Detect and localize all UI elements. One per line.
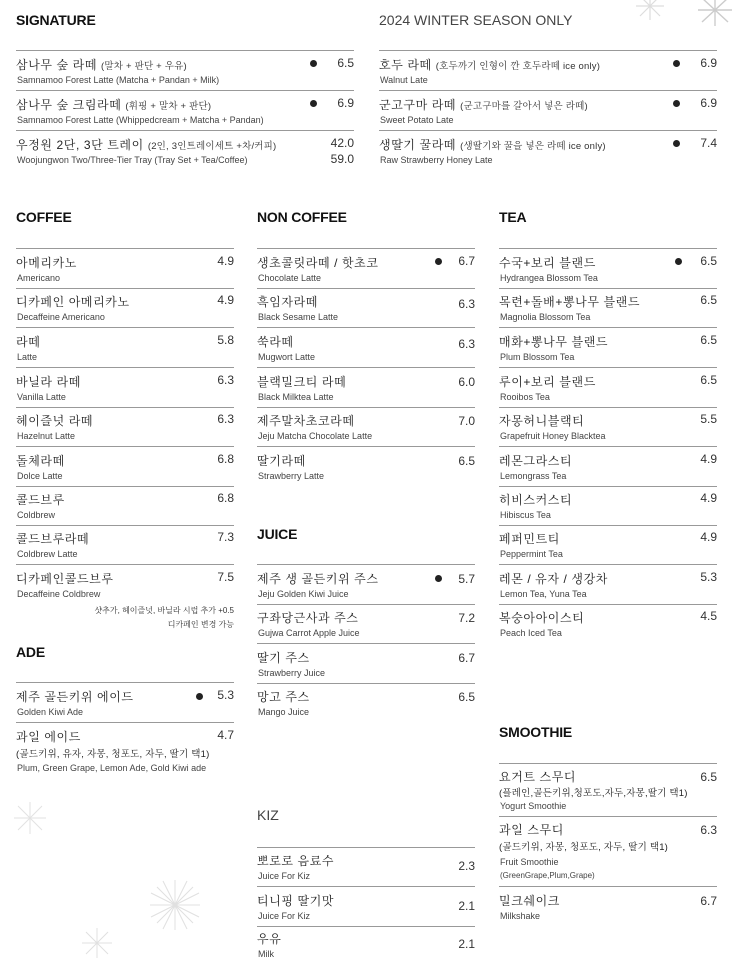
item-name-ko: 레몬 / 유자 / 생강차 [499,572,608,586]
menu-item [16,293,234,327]
item-name-en: Grapefruit Honey Blacktea [500,431,606,441]
item-price: 6.5 [458,454,475,468]
divider [257,683,475,684]
menu-item [499,892,717,926]
item-name-en: Peach Iced Tea [500,628,562,638]
divider [257,886,475,887]
item-name-ko: 목련+돌배+뽕나무 블랜드 [499,295,641,309]
item-name-ko: 구좌당근사과 주스 [257,611,359,625]
snowflake-icon [80,926,114,960]
recommended-dot-icon [673,60,680,67]
item-name-ko: 바닐라 라떼 [16,375,81,389]
item-price: 42.0 [330,136,354,150]
item-price: 4.7 [217,728,234,742]
item-name-ko: 뽀로로 음료수 [257,854,335,868]
menu-item [257,649,475,683]
item-price: 2.3 [458,859,475,873]
item-price: 6.7 [458,651,475,665]
divider [499,886,717,887]
item-name-ko: 디카페인 아메리카노 [16,295,130,309]
divider [257,407,475,408]
item-price: 6.3 [458,337,475,351]
menu-item [257,452,475,486]
menu-item [499,609,717,643]
item-name-ko: 페퍼민트티 [499,532,560,546]
item-price: 6.3 [458,297,475,311]
divider [16,682,234,683]
item-options: (플레인,골든키위,청포도,자두,자몽,딸기 택1) [499,788,688,799]
divider [499,288,717,289]
item-price: 5.5 [700,412,717,426]
menu-item [257,373,475,407]
divider [257,248,475,249]
item-price: 6.7 [700,894,717,908]
section-title-kiz: KIZ [257,807,279,823]
item-name-ko: 딸기라떼 [257,454,306,468]
divider [499,407,717,408]
item-name-en: Samnamoo Forest Latte (Matcha + Pandan + Milk) [17,75,220,85]
item-name-en: Woojungwon Two/Three-Tier Tray (Tray Set + Tea/Coffee) [17,155,248,165]
item-name-en: Juice For Kiz [258,871,311,881]
divider [257,926,475,927]
item-name-ko: 우유 [257,932,282,946]
divider [257,847,475,848]
snowflake-icon [692,0,738,26]
item-name-en: Decaffeine Americano [17,312,105,322]
item-price: 5.3 [217,688,234,702]
item-price: 2.1 [458,937,475,951]
item-note: (2인, 3인트레이세트 +차/커피) [147,141,277,152]
item-name-en: Decaffeine Coldbrew [17,589,101,599]
menu-item [16,136,354,170]
item-name-en: Samnamoo Forest Latte (Whippedcream + Matcha + Pandan) [17,115,264,125]
divider [499,367,717,368]
divider [257,604,475,605]
menu-item [16,56,354,90]
menu-item [257,293,475,327]
item-price: 6.9 [700,56,717,70]
menu-item [257,570,475,604]
item-name-en: Chocolate Latte [258,273,322,283]
item-name-ko: 망고 주스 [257,690,310,704]
item-name-en: Lemongrass Tea [500,471,567,481]
recommended-dot-icon [673,100,680,107]
item-name-ko: 제주말차초코라떼 [257,414,355,428]
divider [499,763,717,764]
divider [257,446,475,447]
item-name-ko: 매화+뽕나무 블랜드 [499,335,609,349]
menu-item [16,688,234,722]
divider [499,248,717,249]
item-name-en: Mugwort Latte [258,352,316,362]
item-price: 7.2 [458,611,475,625]
divider [16,446,234,447]
menu-item [499,373,717,407]
item-name-ko: 흑임자라떼 [257,295,318,309]
item-name-ko: 헤이즐넛 라떼 [16,414,94,428]
item-name-ko: 라떼 [16,335,41,349]
item-price: 6.8 [217,491,234,505]
menu-item [257,333,475,367]
item-name-ko: 삼나무 숲 라떼 [16,58,98,72]
menu-item [499,412,717,446]
item-price: 6.5 [700,770,717,784]
divider [499,604,717,605]
coffee-note-extra: 샷추가, 헤이즐넛, 바닐라 시럽 추가 +0.5 [94,606,234,615]
item-name-en: Magnolia Blossom Tea [500,312,591,322]
item-price: 6.5 [700,254,717,268]
item-name-ko: 생딸기 꿀라떼 [379,138,457,152]
menu-item [499,452,717,486]
item-price: 4.9 [700,491,717,505]
item-name-ko: 돌체라떼 [16,454,65,468]
divider [499,525,717,526]
item-name-ko: 밀크쉐이크 [499,894,560,908]
divider [16,486,234,487]
item-price: 2.1 [458,899,475,913]
item-name-ko: 콜드브루 [16,493,65,507]
item-name-en: Gujwa Carrot Apple Juice [258,628,360,638]
snowflake-icon [12,800,48,836]
item-name-en: Juice For Kiz [258,911,311,921]
item-name-ko: 디카페인콜드브루 [16,572,114,586]
item-name-en-detail: (GreenGrape,Plum,Grape) [500,871,595,880]
menu-item [257,412,475,446]
section-title-coffee: COFFEE [16,209,72,225]
item-name-ko: 자몽허니블랙티 [499,414,585,428]
item-name-ko: 블랙밀크티 라떼 [257,375,347,389]
item-price: 6.0 [458,375,475,389]
item-price: 6.3 [217,412,234,426]
menu-item [499,254,717,288]
item-name-en: Americano [17,273,61,283]
divider [16,367,234,368]
item-name-ko: 레몬그라스티 [499,454,573,468]
item-name-en: Hazelnut Latte [17,431,76,441]
item-name-en: Coldbrew [17,510,56,520]
divider [16,564,234,565]
item-price: 5.8 [217,333,234,347]
item-name-en: Mango Juice [258,707,310,717]
divider [257,288,475,289]
item-name-ko: 콜드브루라떼 [16,532,90,546]
section-title-tea: TEA [499,209,527,225]
item-name-ko: 수국+보리 블랜드 [499,256,596,270]
menu-item [16,96,354,130]
snowflake-icon [632,0,668,20]
menu-item [257,930,475,964]
divider [257,564,475,565]
menu-item [16,491,234,525]
item-name-ko: 쑥라떼 [257,335,294,349]
item-name-ko: 딸기 주스 [257,651,310,665]
item-name-ko: 요거트 스무디 [499,770,577,784]
item-name-en: Peppermint Tea [500,549,563,559]
menu-item [499,491,717,525]
item-price: 6.8 [217,452,234,466]
divider [257,643,475,644]
item-name-ko: 아메리카노 [16,256,77,270]
menu-item [16,412,234,446]
item-price: 7.3 [217,530,234,544]
divider [16,722,234,723]
item-note: (호두까기 인형이 깐 호두라떼 ice only) [435,61,601,72]
item-name-ko: 복숭아아이스티 [499,611,585,625]
item-price: 7.4 [700,136,717,150]
divider [16,327,234,328]
menu-item [16,333,234,367]
recommended-dot-icon [196,693,203,700]
menu-item [499,821,717,885]
item-price: 7.0 [458,414,475,428]
item-name-ko: 삼나무 숲 크림라떼 [16,98,122,112]
divider [16,407,234,408]
recommended-dot-icon [673,140,680,147]
item-name-ko: 과일 에이드 [16,730,81,744]
item-price: 6.5 [700,333,717,347]
item-note: (생딸기와 꿀을 넣은 라떼 ice only) [460,141,606,152]
item-name-en: Golden Kiwi Ade [17,707,84,717]
item-price: 7.5 [217,570,234,584]
item-name-ko: 루이+보리 블랜드 [499,375,596,389]
item-name-en: Fruit Smoothie [500,857,559,867]
item-name-ko: 제주 생 골든키위 주스 [257,572,379,586]
menu-item [257,688,475,722]
item-name-en: Hibiscus Tea [500,510,551,520]
item-name-en: Vanilla Latte [17,392,66,402]
item-price: 6.9 [700,96,717,110]
item-price: 6.3 [217,373,234,387]
item-price-alt: 59.0 [330,152,354,166]
item-price: 4.5 [700,609,717,623]
item-name-en: Jeju Matcha Chocolate Latte [258,431,373,441]
item-name-en: Plum Blossom Tea [500,352,575,362]
menu-item [257,892,475,926]
menu-item [257,254,475,288]
recommended-dot-icon [310,60,317,67]
section-title-signature: SIGNATURE [16,12,96,28]
item-name-en: Plum, Green Grape, Lemon Ade, Gold Kiwi ade [17,763,207,773]
item-name-en: Dolce Latte [17,471,63,481]
item-price: 4.9 [700,530,717,544]
divider [499,446,717,447]
section-title-ade: ADE [16,644,45,660]
item-price: 4.9 [700,452,717,466]
recommended-dot-icon [310,100,317,107]
menu-item [257,852,475,886]
menu-item [499,530,717,564]
section-title-smoothie: SMOOTHIE [499,724,573,740]
item-name-en: Milk [258,949,274,959]
menu-item [16,254,234,288]
item-price: 6.7 [458,254,475,268]
item-name-ko: 생초콜릿라떼 / 핫초코 [257,256,379,270]
item-price: 6.3 [700,823,717,837]
item-price: 6.5 [458,690,475,704]
item-name-ko: 티니핑 딸기맛 [257,894,335,908]
item-name-ko: 군고구마 라떼 [379,98,457,112]
menu-item [16,373,234,407]
snowflake-icon [148,878,202,932]
item-name-ko: 호두 라떼 [379,58,432,72]
divider [499,564,717,565]
item-name-ko: 과일 스무디 [499,823,564,837]
item-name-en: Latte [17,352,38,362]
menu-item [499,768,717,816]
item-name-en: Coldbrew Latte [17,549,78,559]
menu-item [379,136,717,170]
item-price: 6.9 [337,96,354,110]
divider [16,50,354,51]
divider [499,486,717,487]
item-name-en: Strawberry Juice [258,668,326,678]
item-options: (골드키위, 유자, 자몽, 청포도, 자두, 딸기 택1) [16,749,210,760]
item-name-en: Black Milktea Latte [258,392,334,402]
menu-item [379,56,717,90]
item-name-en: Rooibos Tea [500,392,550,402]
divider [257,327,475,328]
item-price: 5.3 [700,570,717,584]
item-name-en: Walnut Late [380,75,428,85]
divider [16,90,354,91]
item-price: 6.5 [700,293,717,307]
item-name-en: Sweet Potato Late [380,115,454,125]
menu-item [257,609,475,643]
item-name-ko: 히비스커스티 [499,493,573,507]
menu-item [16,570,234,604]
item-price: 5.7 [458,572,475,586]
item-name-en: Jeju Golden Kiwi Juice [258,589,349,599]
item-name-en: Raw Strawberry Honey Late [380,155,493,165]
item-options: (골드키위, 자몽, 청포도, 자두, 딸기 택1) [499,842,669,853]
recommended-dot-icon [435,575,442,582]
item-note: (말차 + 판단 + 우유) [101,61,187,72]
item-name-en: Milkshake [500,911,541,921]
menu-item [16,452,234,486]
item-price: 4.9 [217,254,234,268]
item-name-en: Lemon Tea, Yuna Tea [500,589,587,599]
section-title-winter: 2024 WINTER SEASON ONLY [379,12,573,28]
menu-item [16,728,234,778]
item-name-ko: 우정원 2단, 3단 트레이 [16,138,144,152]
item-price: 4.9 [217,293,234,307]
recommended-dot-icon [675,258,682,265]
item-name-en: Yogurt Smoothie [500,801,567,811]
divider [16,525,234,526]
divider [257,367,475,368]
divider [499,327,717,328]
divider [16,248,234,249]
section-title-juice: JUICE [257,526,298,542]
item-price: 6.5 [700,373,717,387]
divider [16,288,234,289]
menu-item [499,570,717,604]
item-price: 6.5 [337,56,354,70]
divider [379,50,717,51]
item-note: (군고구마를 갈아서 넣은 라떼) [460,101,588,112]
recommended-dot-icon [435,258,442,265]
divider [16,130,354,131]
item-name-en: Hydrangea Blossom Tea [500,273,598,283]
menu-item [499,293,717,327]
menu-item [379,96,717,130]
menu-item [499,333,717,367]
menu-item [16,530,234,564]
divider [379,130,717,131]
coffee-note-decaf: 디카페인 변경 가능 [167,620,234,629]
divider [379,90,717,91]
item-note: (휘핑 + 말차 + 판단) [125,101,212,112]
item-name-ko: 제주 골든키위 에이드 [16,690,134,704]
divider [499,816,717,817]
item-name-en: Strawberry Latte [258,471,325,481]
section-title-noncoffee: NON COFFEE [257,209,347,225]
item-name-en: Black Sesame Latte [258,312,339,322]
